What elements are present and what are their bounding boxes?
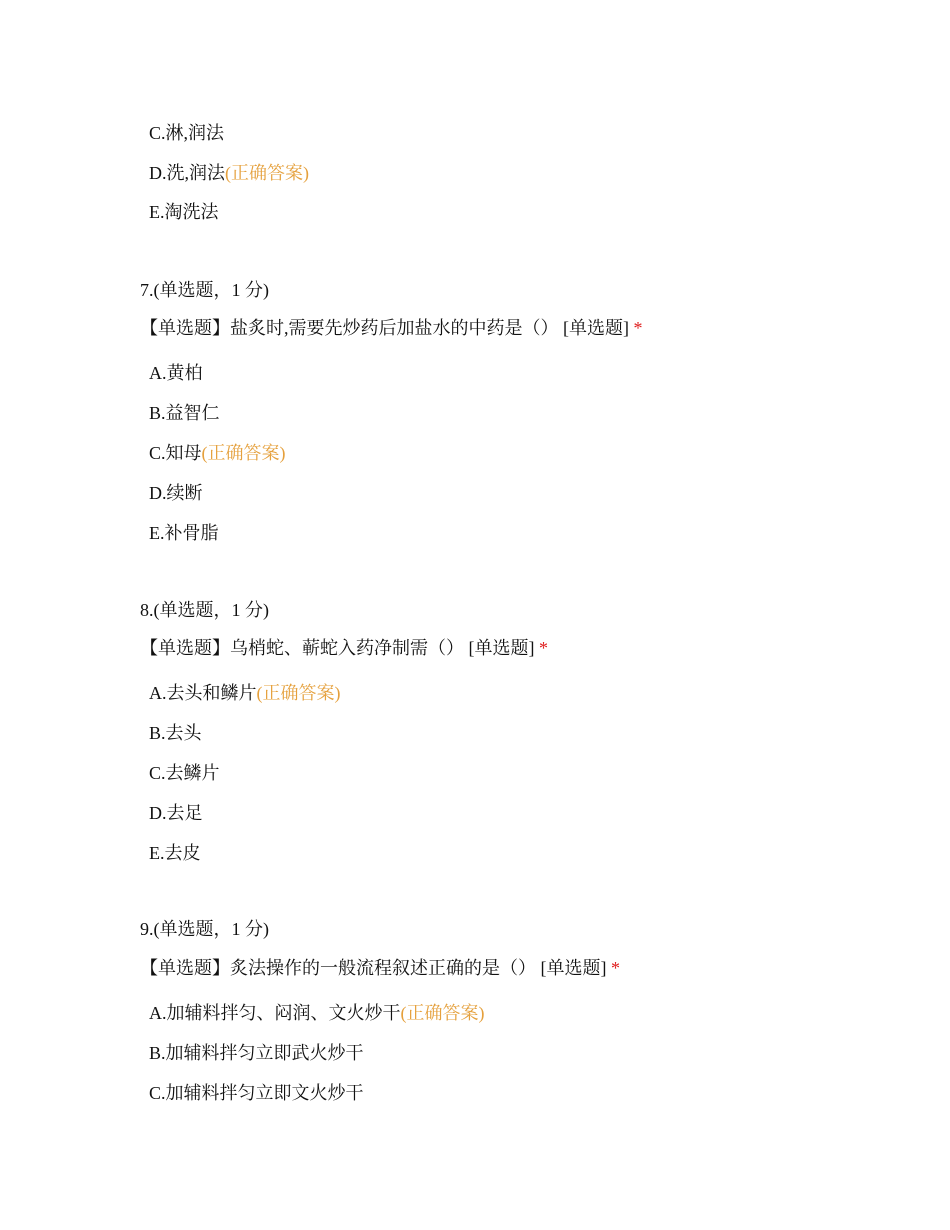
option-text: B.加辅料拌匀立即武火炒干 (149, 1043, 364, 1063)
question-type-tag: [单选题] (540, 958, 607, 978)
option-text: E.去皮 (149, 843, 201, 863)
option-e (149, 521, 219, 545)
question-header: 8.(单选题，1 分) (140, 600, 269, 620)
option-text: B.去头 (149, 723, 202, 743)
option-c (149, 761, 220, 785)
option-d (149, 161, 309, 185)
option-text: C.淋,润法 (149, 123, 225, 143)
option-text: C.加辅料拌匀立即文火炒干 (149, 1083, 364, 1103)
option-c (149, 1081, 364, 1105)
question-text: 【单选题】炙法操作的一般流程叙述正确的是（） (140, 958, 536, 978)
question-header: 9.(单选题，1 分) (140, 919, 269, 939)
option-a (149, 1001, 485, 1025)
option-b (149, 1041, 364, 1065)
option-text: D.续断 (149, 483, 203, 503)
correct-answer-mark: (正确答案) (400, 1003, 485, 1023)
option-text: B.益智仁 (149, 403, 220, 423)
question-text: 【单选题】乌梢蛇、蕲蛇入药净制需（） (140, 638, 464, 658)
option-a (149, 681, 341, 705)
question-header: 7.(单选题，1 分) (140, 280, 269, 300)
option-e (149, 200, 219, 224)
option-a (149, 361, 203, 385)
question-text: 【单选题】盐炙时,需要先炒药后加盐水的中药是（） (140, 318, 559, 338)
option-d (149, 481, 203, 505)
required-mark: * (611, 958, 620, 978)
question-stem (140, 636, 548, 660)
option-text: E.补骨脂 (149, 523, 219, 543)
option-c (149, 441, 286, 465)
required-mark: * (539, 638, 548, 658)
correct-answer-mark: (正确答案) (201, 443, 286, 463)
option-text: A.去头和鳞片 (149, 683, 257, 703)
option-text: E.淘洗法 (149, 202, 219, 222)
question-type-tag: [单选题] (563, 318, 629, 338)
correct-answer-mark: (正确答案) (256, 683, 341, 703)
option-d (149, 801, 203, 825)
option-b (149, 721, 202, 745)
option-b (149, 401, 220, 425)
question-type-tag: [单选题] (468, 638, 535, 658)
option-text: C.知母 (149, 443, 202, 463)
option-text: D.洗,润法 (149, 163, 225, 183)
question-stem (140, 316, 643, 340)
required-mark: * (633, 318, 643, 338)
option-e (149, 841, 201, 865)
option-text: A.加辅料拌匀、闷润、文火炒干 (149, 1003, 401, 1023)
option-text: D.去足 (149, 803, 203, 823)
option-c (149, 121, 224, 145)
correct-answer-mark: (正确答案) (225, 163, 309, 183)
option-text: C.去鳞片 (149, 763, 220, 783)
option-text: A.黄柏 (149, 363, 203, 383)
question-stem (140, 956, 620, 980)
